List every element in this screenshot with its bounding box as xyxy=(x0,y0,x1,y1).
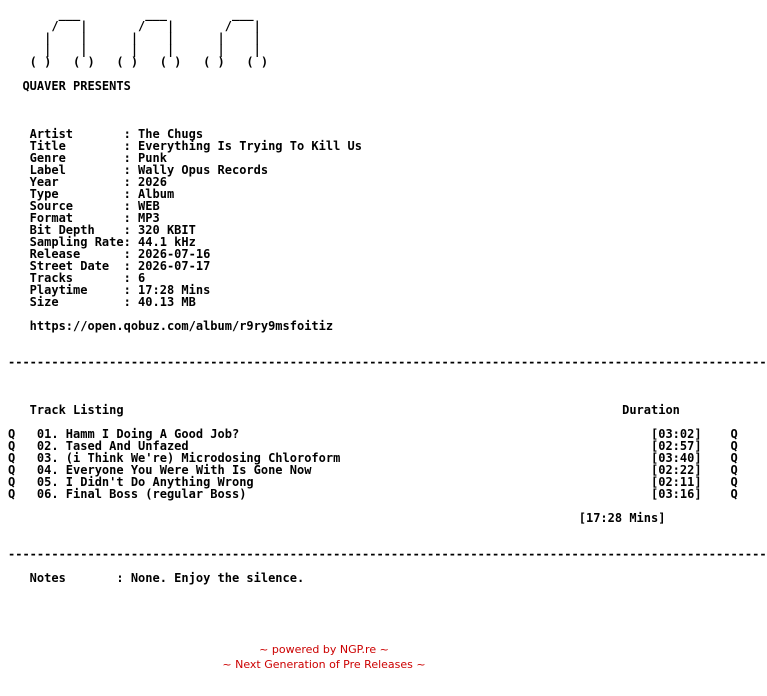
info-field-title: Title : Everything Is Trying To Kill Us xyxy=(8,139,363,153)
track-row: Q 02. Tased And Unfazed [02:57] Q xyxy=(8,439,738,453)
info-field-playtime: Playtime : 17:28 Mins xyxy=(8,283,211,297)
info-field-genre: Genre : Punk xyxy=(8,151,167,165)
track-row: Q 01. Hamm I Doing A Good Job? [03:02] Q xyxy=(8,427,738,441)
group-title: QUAVER PRESENTS xyxy=(8,79,131,93)
album-link[interactable]: https://open.qobuz.com/album/r9ry9msfoitiz xyxy=(8,319,334,333)
info-field-street-date: Street Date : 2026-07-17 xyxy=(8,259,211,273)
track-row: Q 03. (i Think We're) Microdosing Chloroform [03:40] Q xyxy=(8,451,738,465)
track-row: Q 04. Everyone You Were With Is Gone Now [02:22] Q xyxy=(8,463,738,477)
info-field-size: Size : 40.13 MB xyxy=(8,295,196,309)
logo-line-4: | | | | | | xyxy=(8,43,261,57)
info-field-release: Release : 2026-07-16 xyxy=(8,247,211,261)
info-field-bit-depth: Bit Depth : 320 KBIT xyxy=(8,223,196,237)
notes: Notes : None. Enjoy the silence. xyxy=(8,571,305,585)
logo-line-3: | | | | | | xyxy=(8,31,261,45)
footer-tagline: ~ Next Generation of Pre Releases ~ xyxy=(222,658,426,671)
logo-line-5: ( ) ( ) ( ) ( ) ( ) ( ) xyxy=(8,55,269,69)
divider: --------------------------------------------------------------------------------------------------------- xyxy=(8,355,767,369)
info-field-sampling-rate: Sampling Rate: 44.1 kHz xyxy=(8,235,196,249)
info-field-label: Label : Wally Opus Records xyxy=(8,163,269,177)
info-field-artist: Artist : The Chugs xyxy=(8,127,204,141)
info-field-tracks: Tracks : 6 xyxy=(8,271,146,285)
nfo-text-block xyxy=(8,7,767,585)
divider: --------------------------------------------------------------------------------------------------------- xyxy=(8,547,767,561)
info-field-type: Type : Album xyxy=(8,187,175,201)
logo-line-1: ___ ___ ___ xyxy=(8,7,254,21)
total-playtime: [17:28 Mins] xyxy=(8,511,666,525)
info-field-year: Year : 2026 xyxy=(8,175,167,189)
info-field-format: Format : MP3 xyxy=(8,211,160,225)
track-listing-header: Track Listing Duration xyxy=(8,403,680,417)
track-row: Q 05. I Didn't Do Anything Wrong [02:11] Q xyxy=(8,475,738,489)
info-field-source: Source : WEB xyxy=(8,199,160,213)
footer-powered-by[interactable]: ~ powered by NGP.re ~ xyxy=(259,643,389,656)
logo-line-2: / | / | / | xyxy=(8,19,261,33)
track-row: Q 06. Final Boss (regular Boss) [03:16] Q xyxy=(8,487,738,501)
